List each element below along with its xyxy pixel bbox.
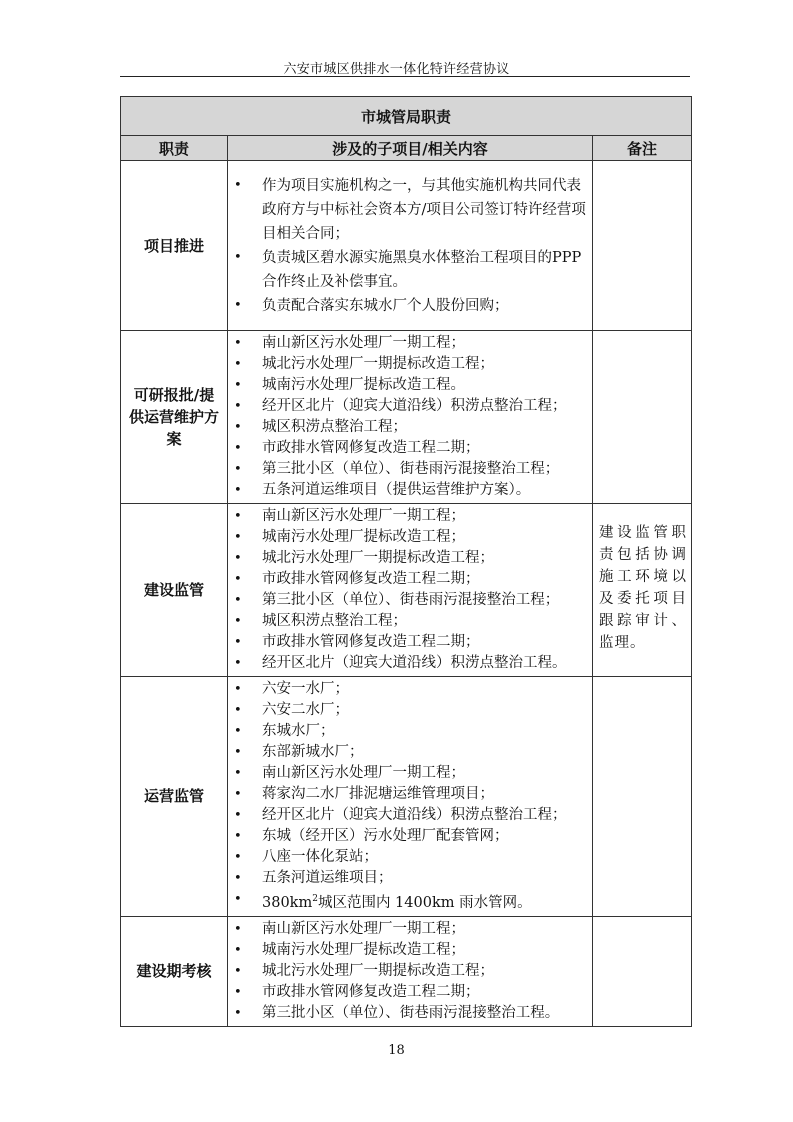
list-item — [228, 889, 592, 914]
list-item: • 南山新区污水处理厂一期工程； — [228, 919, 592, 940]
table-row — [121, 331, 692, 504]
list-item: • 第三批小区（单位）、街巷雨污混接整治工程； — [228, 459, 592, 480]
list-item: • 东部新城水厂； — [228, 742, 592, 763]
duty-cell: 建设监管 — [121, 504, 228, 677]
duty-cell: 可研报批/提供运营维护方案 — [121, 331, 228, 504]
list-item: • 经开区北片（迎宾大道沿线）积涝点整治工程。 — [228, 653, 592, 674]
rain-pipe-area: 380km — [262, 894, 313, 911]
list-item: • 负责配合落实东城水厂个人股份回购； — [228, 294, 592, 318]
content-cell — [228, 331, 593, 504]
content-cell — [228, 504, 593, 677]
note-cell — [593, 331, 692, 504]
item-list — [228, 919, 592, 1024]
list-item: • 第三批小区（单位）、街巷雨污混接整治工程； — [228, 590, 592, 611]
note-cell: 建设监管职责包括协调施工环境以及委托项目跟踪审计、监理。 — [593, 504, 692, 677]
list-item: • 城区积涝点整治工程； — [228, 417, 592, 438]
list-item: • 五条河道运维项目（提供运营维护方案）。 — [228, 480, 592, 501]
list-item: • 作为项目实施机构之一，与其他实施机构共同代表政府方与中标社会资本方/项目公司签订特许经营项目相关合同； — [228, 174, 592, 246]
column-header-content: 涉及的子项目/相关内容 — [228, 136, 593, 161]
list-item: • 负责城区碧水源实施黑臭水体整治工程项目的PPP合作终止及补偿事宜。 — [228, 246, 592, 294]
list-item: • 南山新区污水处理厂一期工程； — [228, 763, 592, 784]
note-cell — [593, 677, 692, 917]
list-item: • 经开区北片（迎宾大道沿线）积涝点整治工程； — [228, 805, 592, 826]
table-row — [121, 916, 692, 1026]
column-header-note: 备注 — [593, 136, 692, 161]
table-row — [121, 504, 692, 677]
list-item: • 南山新区污水处理厂一期工程； — [228, 333, 592, 354]
superscript: 2 — [312, 894, 318, 904]
list-item: • 城北污水处理厂一期提标改造工程； — [228, 961, 592, 982]
list-item: • 城北污水处理厂一期提标改造工程； — [228, 354, 592, 375]
list-item: • 六安二水厂； — [228, 700, 592, 721]
list-item: • 南山新区污水处理厂一期工程； — [228, 506, 592, 527]
list-item: • 第三批小区（单位）、街巷雨污混接整治工程。 — [228, 1003, 592, 1024]
rain-pipe-desc: 城区范围内 1400km 雨水管网。 — [317, 894, 532, 911]
table-title: 市城管局职责 — [121, 97, 692, 136]
table-row — [121, 677, 692, 917]
list-item: • 八座一体化泵站； — [228, 847, 592, 868]
header-rule — [120, 76, 690, 77]
list-item: • 城南污水处理厂提标改造工程； — [228, 940, 592, 961]
content-cell — [228, 161, 593, 331]
list-item: • 五条河道运维项目； — [228, 868, 592, 889]
list-item: • 经开区北片（迎宾大道沿线）积涝点整治工程； — [228, 396, 592, 417]
content-cell — [228, 916, 593, 1026]
duty-cell: 项目推进 — [121, 161, 228, 331]
list-item: • 东城（经开区）污水处理厂配套管网； — [228, 826, 592, 847]
list-item: • 市政排水管网修复改造工程二期； — [228, 569, 592, 590]
note-cell — [593, 916, 692, 1026]
list-item: • 市政排水管网修复改造工程二期； — [228, 632, 592, 653]
list-item: • 蒋家沟二水厂排泥塘运维管理项目； — [228, 784, 592, 805]
item-list — [228, 506, 592, 674]
duty-cell: 建设期考核 — [121, 916, 228, 1026]
responsibility-table — [120, 96, 692, 1027]
page-header-title: 六安市城区供排水一体化特许经营协议 — [283, 62, 510, 77]
list-item: • 市政排水管网修复改造工程二期； — [228, 438, 592, 459]
duty-cell: 运营监管 — [121, 677, 228, 917]
item-list — [228, 679, 592, 914]
content-cell — [228, 677, 593, 917]
list-item: • 城北污水处理厂一期提标改造工程； — [228, 548, 592, 569]
note-cell — [593, 161, 692, 331]
list-item: • 城南污水处理厂提标改造工程。 — [228, 375, 592, 396]
list-item: • 六安一水厂； — [228, 679, 592, 700]
list-item: • 市政排水管网修复改造工程二期； — [228, 982, 592, 1003]
item-list — [228, 333, 592, 501]
list-item: • 城区积涝点整治工程； — [228, 611, 592, 632]
list-item: • 东城水厂； — [228, 721, 592, 742]
page-number: 18 — [388, 1043, 405, 1058]
column-header-duty: 职责 — [121, 136, 228, 161]
list-item: • 城南污水处理厂提标改造工程； — [228, 527, 592, 548]
table-row — [121, 161, 692, 331]
item-list — [228, 174, 592, 318]
